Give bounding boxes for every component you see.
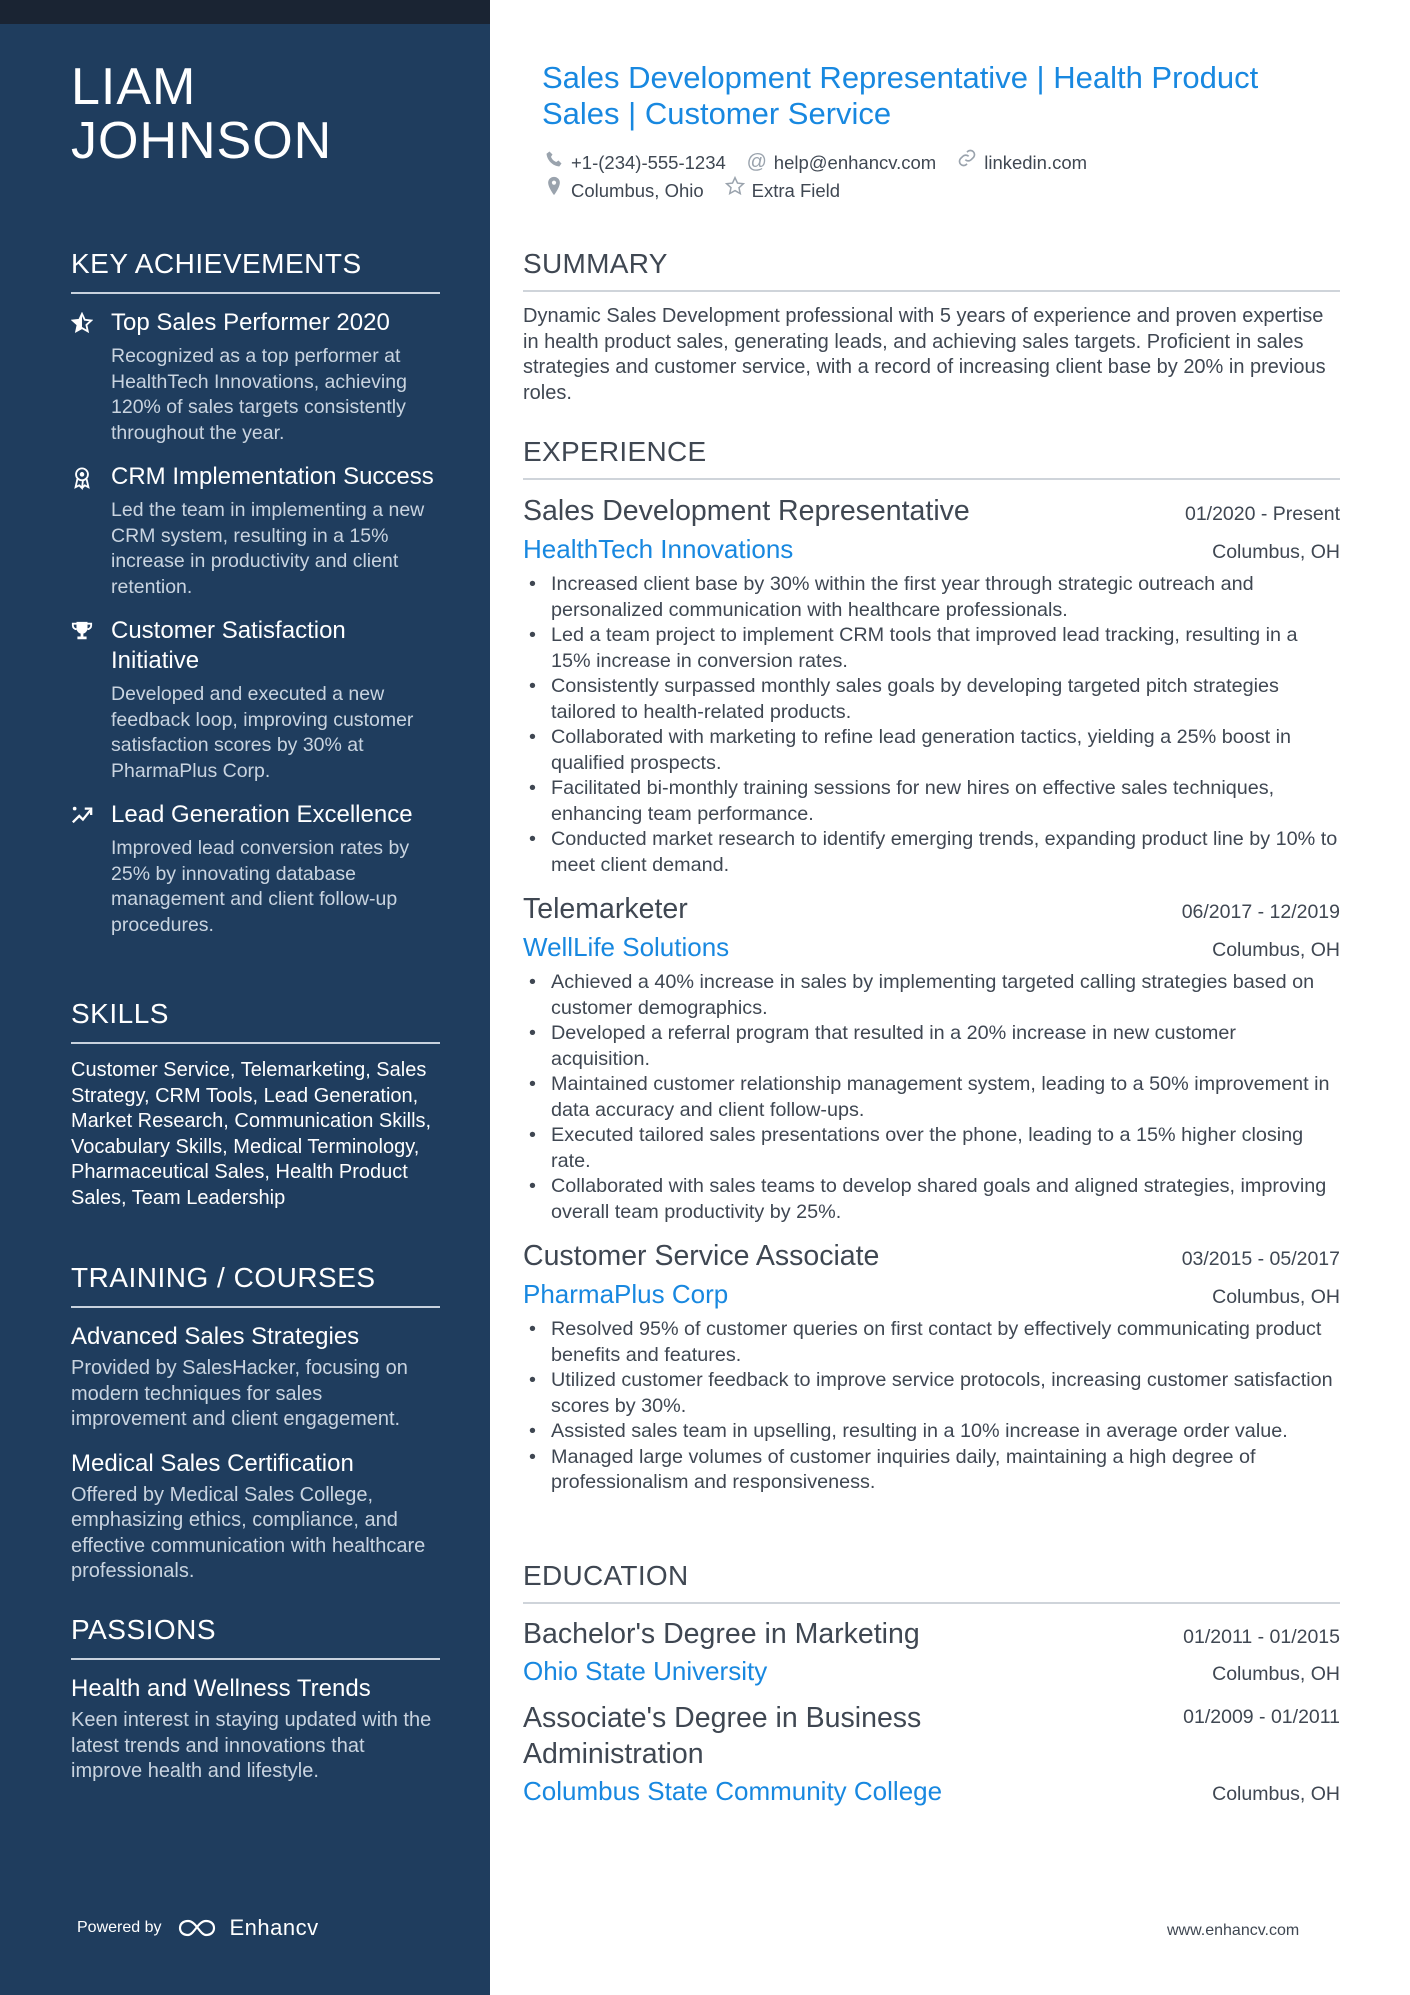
contact-phone[interactable] [543,149,726,176]
achievement-item [71,462,440,600]
footer-url[interactable]: www.enhancv.com [1167,1922,1300,1939]
enhancv-logo-icon [176,1917,222,1939]
trophy-icon [71,616,111,784]
degree-date: 01/2009 - 01/2011 [1183,1706,1340,1728]
course-desc: Provided by SalesHacker, focusing on modern techniques for sales improvement and client engagement. [71,1357,408,1430]
job-bullets [523,970,1340,1225]
skills-list: Customer Service, Telemarketing, Sales Strategy, CRM Tools, Lead Generation, Market Research, Communication Skills, Vocabulary Skills, Medical Terminology, Pharmaceutical Sales, Health Product Sales, Team Leadership [71,1059,432,1209]
sidebar-top-bar [0,0,490,24]
achievement-title: Customer Satisfaction Initiative [111,617,346,674]
powered-by [77,1915,319,1941]
growth-arrow-icon [71,800,111,938]
list-item: • Collaborated with sales teams to develop shared goals and aligned strategies, improving overall team productivity by 25%. [523,1174,1340,1225]
headline: Sales Development Representative | Health Product Sales | Customer Service [542,60,1259,131]
list-item: • Executed tailored sales presentations over the phone, leading to a 15% higher closing rate. [523,1123,1340,1174]
education-entry [523,1616,1340,1690]
experience-heading: EXPERIENCE [523,436,1340,480]
list-item: • Developed a referral program that resulted in a 20% increase in new customer acquisition. [523,1021,1340,1072]
achievement-desc: Led the team in implementing a new CRM system, resulting in a 15% increase in productivity and client retention. [111,499,425,598]
achievements-section [71,248,440,954]
degree-date: 01/2011 - 01/2015 [1183,1626,1340,1648]
achievement-desc: Recognized as a top performer at HealthTech Innovations, achieving 120% of sales targets consistently throughout the year. [111,345,407,444]
degree-title: Bachelor's Degree in Marketing [523,1618,920,1650]
achievement-title: Top Sales Performer 2020 [111,309,390,336]
list-item: • Collaborated with marketing to refine lead generation tactics, yielding a 25% boost in qualified prospects. [523,725,1340,776]
list-item: • Achieved a 40% increase in sales by implementing targeted calling strategies based on customer demographics. [523,970,1340,1021]
job-location: Columbus, OH [1212,541,1340,563]
map-pin-icon [543,176,565,204]
experience-section [523,436,1340,1508]
list-item: • Resolved 95% of customer queries on first contact by effectively communicating product benefits and features. [523,1317,1340,1368]
achievement-desc: Improved lead conversion rates by 25% by innovating database management and client follow-up procedures. [111,837,410,936]
training-heading: TRAINING / COURSES [71,1262,440,1308]
phone-icon [543,149,565,176]
job-company: PharmaPlus Corp [523,1279,729,1309]
job-title: Customer Service Associate [523,1240,880,1272]
star-half-icon [71,308,111,446]
education-entry [523,1700,1340,1810]
contact-email[interactable] [746,149,936,176]
location-text: Columbus, Ohio [571,179,704,201]
training-section [71,1262,440,1601]
contact-info [543,148,1333,204]
summary-section [523,248,1340,406]
passion-title: Health and Wellness Trends [71,1675,371,1702]
school-name: Ohio State University [523,1656,768,1686]
job-location: Columbus, OH [1212,1286,1340,1308]
skills-heading: SKILLS [71,998,440,1044]
achievement-item [71,308,440,446]
enhancv-logo[interactable] [176,1915,319,1941]
achievement-title: Lead Generation Excellence [111,801,413,828]
job-company: WellLife Solutions [523,932,730,962]
job-date: 06/2017 - 12/2019 [1181,901,1340,923]
education-heading: EDUCATION [523,1560,1340,1604]
achievement-item [71,616,440,784]
link-icon [956,148,978,176]
powered-by-label: Powered by [77,1919,162,1936]
achievements-heading: KEY ACHIEVEMENTS [71,248,440,294]
star-icon [724,176,746,204]
summary-heading: SUMMARY [523,248,1340,292]
passions-section [71,1614,440,1801]
at-icon: @ [746,150,767,173]
job-date: 01/2020 - Present [1184,503,1340,525]
course-desc: Offered by Medical Sales College, emphasizing ethics, compliance, and effective communication with healthcare professionals. [71,1483,426,1582]
job-entry [523,1237,1340,1496]
education-section [523,1560,1340,1820]
list-item: • Facilitated bi-monthly training sessions for new hires on effective sales techniques, enhancing team performance. [523,776,1340,827]
school-location: Columbus, OH [1212,1783,1340,1805]
job-location: Columbus, OH [1212,939,1340,961]
contact-extra [724,176,840,204]
achievement-desc: Developed and executed a new feedback loop, improving customer satisfaction scores by 30% at PharmaPlus Corp. [111,683,414,782]
list-item: • Assisted sales team in upselling, resulting in a 10% increase in average order value. [523,1419,1340,1445]
achievement-item [71,800,440,938]
list-item: • Managed large volumes of customer inquiries daily, maintaining a high degree of professionalism and responsiveness. [523,1445,1340,1496]
passion-desc: Keen interest in staying updated with the latest trends and innovations that improve health and lifestyle. [71,1709,432,1782]
list-item: • Increased client base by 30% within the first year through strategic outreach and personalized communication with healthcare professionals. [523,572,1340,623]
summary-text: Dynamic Sales Development professional with 5 years of experience and proven expertise in health product sales, generating leads, and achieving sales targets. Proficient in sales strategies and customer service, with a record of increasing client base by 20% in previous roles. [523,305,1326,404]
email-text: help@enhancv.com [773,151,937,173]
job-bullets [523,1317,1340,1496]
course-title: Advanced Sales Strategies [71,1323,360,1350]
award-ribbon-icon [71,462,111,600]
contact-location [543,176,704,204]
list-item: • Utilized customer feedback to improve service protocols, increasing customer satisfaction scores by 30%. [523,1368,1340,1419]
list-item: • Conducted market research to identify emerging trends, expanding product line by 10% to meet client demand. [523,827,1340,878]
job-date: 03/2015 - 05/2017 [1181,1248,1340,1270]
list-item: • Led a team project to implement CRM tools that improved lead tracking, resulting in a 15% increase in conversion rates. [523,623,1340,674]
job-title: Telemarketer [523,893,688,925]
list-item: • Consistently surpassed monthly sales goals by developing targeted pitch strategies tailored to health-related products. [523,674,1340,725]
contact-linkedin[interactable] [956,148,1087,176]
extra-text: Extra Field [751,179,841,201]
job-entry [523,492,1340,878]
enhancv-brand: Enhancv [229,1915,319,1940]
job-entry [523,890,1340,1225]
sidebar [0,0,490,1995]
school-location: Columbus, OH [1212,1663,1340,1685]
course-title: Medical Sales Certification [71,1449,354,1477]
linkedin-text: linkedin.com [984,151,1088,173]
candidate-name: LIAM JOHNSON [71,58,333,170]
job-company: HealthTech Innovations [523,534,794,564]
school-name: Columbus State Community College [523,1776,943,1806]
job-bullets [523,572,1340,878]
job-title: Sales Development Representative [523,495,970,527]
achievement-title: CRM Implementation Success [111,463,434,490]
passions-heading: PASSIONS [71,1614,440,1660]
skills-section [71,998,440,1211]
degree-title: Associate's Degree in Business Administration [523,1702,922,1770]
phone-text: +1-(234)-555-1234 [571,151,726,173]
list-item: • Maintained customer relationship management system, leading to a 50% improvement in data accuracy and client follow-ups. [523,1072,1340,1123]
